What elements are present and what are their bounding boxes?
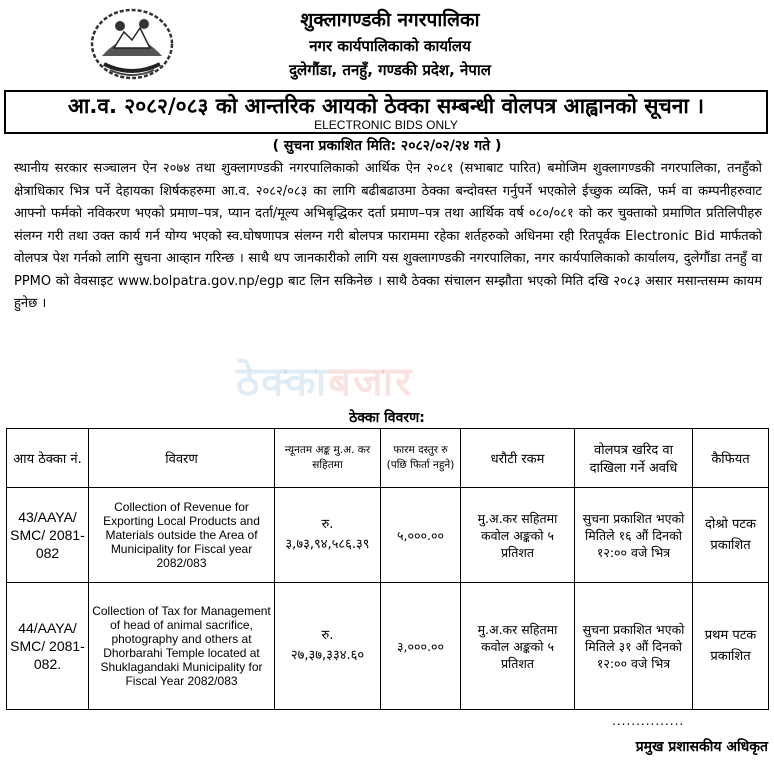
cell-form-fee: ५,०००.००: [381, 488, 461, 583]
table-row: [7, 488, 769, 583]
cell-description: Collection of Revenue for Exporting Local Products and Materials outside the Area of Municipality for Fiscal year 2082/083: [89, 488, 275, 583]
amount-value: ३,७३,९४,५८६.३९: [285, 537, 370, 552]
header-deadline: वोलपत्र खरिद वा दाखिला गर्ने अवधि: [575, 429, 693, 488]
nepal-emblem-icon: [84, 4, 180, 82]
amount-label: रु.: [321, 517, 334, 532]
header-form-fee: फारम दस्तुर रु (पछि फिर्ता नहुने): [381, 429, 461, 488]
cell-remarks: प्रथम पटक प्रकाशित: [693, 583, 769, 710]
cell-min-amount: [275, 583, 381, 710]
notice-title-box: [4, 90, 768, 134]
signatory-title: प्रमुख प्रशासकीय अधिकृत: [635, 739, 768, 755]
publication-date: ( सुचना प्रकाशित मिति: २०८२/०२/२४ गते ): [272, 138, 502, 154]
amount-label: रु.: [321, 628, 334, 643]
cell-deposit: मु.अ.कर सहितमा कवोल अङ्कको ५ प्रतिशत: [461, 583, 575, 710]
cell-deadline: सुचना प्रकाशित भएको मितिले ३१ औं दिनको १२:०० वजे भित्र: [575, 583, 693, 710]
cell-remarks: दोश्रो पटक प्रकाशित: [693, 488, 769, 583]
contracts-table: [6, 428, 769, 710]
cell-deadline: सुचना प्रकाशित भएको मितिले १६ औं दिनको १२:०० वजे भित्र: [575, 488, 693, 583]
cell-min-amount: [275, 488, 381, 583]
cell-description: Collection of Tax for Management of head of animal sacrifice, photography and others at Dhorbarahi Temple located at Shuklagandaki Municipality for Fiscal Year 2082/083: [89, 583, 275, 710]
header-min-amount: न्यूनतम अङ्क मु.अ. कर सहितमा: [275, 429, 381, 488]
table-caption: ठेक्का विवरण:: [349, 410, 425, 426]
watermark: [236, 352, 413, 407]
watermark-accent: बजार: [328, 359, 414, 405]
office-address: दुलेगौंडा, तनहुँ, गण्डकी प्रदेश, नेपाल: [289, 61, 491, 79]
watermark-main: ठेक्का: [236, 359, 329, 405]
office-name: नगर कार्यपालिकाको कार्यालय: [309, 37, 471, 55]
cell-id: 43/AAYA/ SMC/ 2081-082: [7, 488, 89, 583]
notice-title: आ.व. २०८२/०८३ को आन्तरिक आयको ठेक्का सम्बन्धी वोलपत्र आह्वानको सूचना ।: [67, 94, 705, 118]
table-row: [7, 583, 769, 710]
amount-value: २७,३७,३३४.६०: [290, 648, 365, 663]
signature-line: ...............: [612, 714, 685, 728]
cell-form-fee: ३,०००.००: [381, 583, 461, 710]
header-deposit: धरौटी रकम: [461, 429, 575, 488]
municipality-name: शुक्लागण्डकी नगरपालिका: [300, 9, 480, 31]
cell-id: 44/AAYA/ SMC/ 2081-082.: [7, 583, 89, 710]
header-remarks: कैफियत: [693, 429, 769, 488]
notice-subtitle: ELECTRONIC BIDS ONLY: [314, 118, 458, 132]
notice-body: स्थानीय सरकार सञ्चालन ऐन २०७४ तथा शुक्लागण्डकी नगरपालिकाको आर्थिक ऐन २०८१ (सभाबाट पारित) बमोजिम शुक्लागण्डकी नगरपालिका, तनहुँको क्षेत्राधिकार भित्र पर्ने देहायका शिर्षकहरुमा आ.व. २०८२/०८३ का लागि बढीबढाउमा ठेक्का बन्दोवस्त गर्नुपर्ने भएकोले ईच्छुक व्यक्ति, फर्म वा कम्पनीहरुवाट आफ्नो फर्मको नविकरण भएको प्रमाण–पत्र, प्यान दर्ता/मूल्य अभिबृद्धिकर दर्ता प्रमाण–पत्र तथा आर्थिक वर्ष ०८०/०८१ को कर चुक्ताको प्रमाणित प्रतिलिपीहरु संलग्न गरी तथा उक्त कार्य गर्न योग्य भएको स्व.घोषणापत्र संलग्न गरी बोलपत्र फाराममा रहेका शर्तहरुको अधिनमा रही रितपूर्वक Electronic Bid मार्फतको वोलपत्र पेश गर्नको लागि सुचना आव्हान गरिन्छ । साथै थप जानकारीको लागि यस शुक्लागण्डकी नगरपालिका, नगर कार्यपालिकाको कार्यालय, दुलेगौंडा तनहुँ वा PPMO को वेवसाइट www.bolpatra.gov.np/egp बाट लिन सकिनेछ । साथै ठेक्का संचालन सम्झौता भएको मिति दखि २०८३ असार मसान्तसम्म कायम हुनेछ ।: [14, 161, 762, 311]
header-id: आय ठेक्का नं.: [7, 429, 89, 488]
header-description: विवरण: [89, 429, 275, 488]
table-header-row: [7, 429, 769, 488]
cell-deposit: मु.अ.कर सहितमा कवोल अङ्कको ५ प्रतिशत: [461, 488, 575, 583]
